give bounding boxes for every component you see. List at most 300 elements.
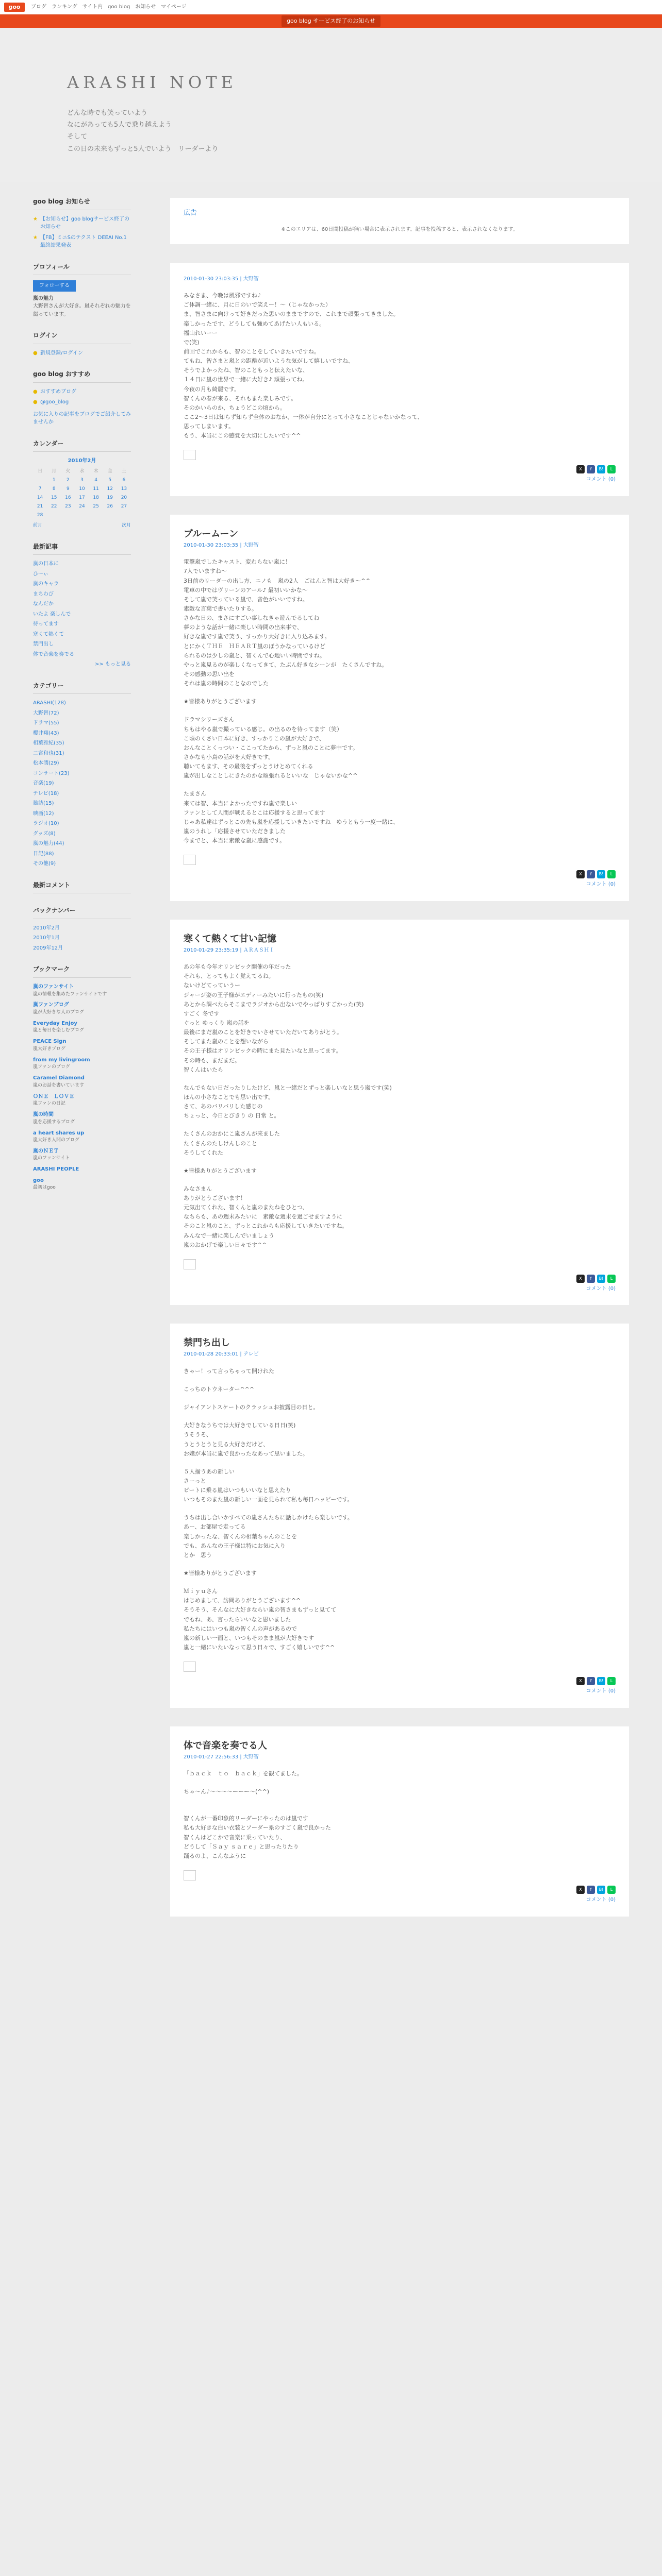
- calendar-day: [33, 477, 47, 484]
- bookmark-desc: 嵐を応援するブログ: [33, 1119, 75, 1125]
- entry-paragraph: それは嵐の時間のことなのでした: [184, 680, 269, 687]
- notice-title: goo blog お知らせ: [33, 197, 131, 210]
- entry-paragraph: たまさん: [184, 790, 206, 798]
- calendar-day[interactable]: 6: [122, 477, 126, 483]
- entry-paragraph: [184, 1504, 616, 1513]
- bookmark-link[interactable]: 嵐ファンブログ: [33, 1002, 69, 1008]
- calendar-weekday: 木: [93, 468, 98, 474]
- entry-paragraph: 今夜の月も綺麗です。: [184, 385, 240, 393]
- facebook-share-icon[interactable]: f: [587, 1677, 595, 1685]
- goo-nav-item[interactable]: お知らせ: [135, 4, 156, 10]
- entry-body: [184, 1769, 616, 1861]
- goo-nav-item[interactable]: ブログ: [31, 4, 46, 10]
- entry-image[interactable]: [184, 450, 196, 460]
- entry-paragraph: そのこと嵐のこと、ずっとこれからも応援していきたいですね。: [184, 1223, 348, 1230]
- entry-paragraph: [184, 1394, 616, 1403]
- entry-paragraph: ★皆様ありがとうございます: [184, 698, 257, 705]
- entry-paragraph: 夢のような話が一緒に楽しい時間の出来事で、: [184, 624, 303, 631]
- calendar-prev[interactable]: 前月: [33, 522, 43, 528]
- recent-article-link[interactable]: 体で音楽を奏でる: [33, 651, 74, 657]
- entry-body: [184, 962, 616, 1250]
- entry-paragraph: [184, 1176, 616, 1184]
- entry-paragraph: 智くんはどこかで音楽に乗っていたり、: [184, 1834, 286, 1841]
- goo-nav-item[interactable]: ランキング: [52, 4, 77, 10]
- entry-paragraph: さーっと: [184, 1477, 206, 1484]
- entry-paragraph: 智くんの春が来る、それもまた楽しみです。: [184, 395, 297, 402]
- entry-date[interactable]: 2010-01-30 23:03:35 | 大野智: [184, 276, 259, 282]
- entry-paragraph: じゃあ私達はずっとこの先も嵐を応援していきたいですね ゆうともう一度一緒に、: [184, 818, 399, 825]
- entry-paragraph: もう、本当にこの感覚を大切にしたいです^^: [184, 432, 301, 439]
- entry-image[interactable]: [184, 1662, 196, 1672]
- calendar-day: [103, 512, 117, 519]
- bookmark-link[interactable]: from my livingroom: [33, 1057, 90, 1063]
- category-box: [33, 681, 131, 868]
- entry-paragraph: とにかくＴＨＥ ＨＥＡＲＴ嵐のぼうかなっているけど: [184, 642, 325, 650]
- bookmark-link[interactable]: PEACE Sign: [33, 1039, 67, 1045]
- category-link[interactable]: ラジオ(10): [33, 821, 59, 827]
- entry-title[interactable]: 寒くて熱くて甘い記憶: [184, 933, 276, 944]
- calendar-day[interactable]: 15: [51, 495, 57, 500]
- entry-paragraph: みなさまん: [184, 1185, 212, 1192]
- line-share-icon[interactable]: L: [607, 465, 616, 473]
- bookmark-desc: 嵐ファンのブログ: [33, 1064, 70, 1070]
- hatena-share-icon[interactable]: B!: [597, 465, 605, 473]
- blog-title[interactable]: ARASHI NOTE: [67, 73, 237, 92]
- category-link[interactable]: 雑誌(15): [33, 801, 54, 807]
- main-content: [139, 182, 662, 1935]
- entry-image[interactable]: [184, 1259, 196, 1269]
- recent-more-link[interactable]: >> もっと見る: [95, 662, 131, 668]
- calendar-day[interactable]: 14: [37, 495, 43, 500]
- follow-button[interactable]: フォローする: [33, 280, 76, 292]
- notice-label[interactable]: 【お知らせ】goo blogサービス終了のお知らせ: [40, 216, 130, 230]
- entry-paragraph: １４日に嵐の世界で一緒に大好き♪ 頑張ってね。: [184, 376, 308, 383]
- blog-header: [0, 28, 662, 182]
- entry-paragraph: やっと嵐見るのが楽しくなってきて、たぶん好きなシーンが たくさんですね。: [184, 661, 388, 668]
- category-link[interactable]: 松本潤(29): [33, 760, 59, 767]
- entry-paragraph: [184, 1459, 616, 1467]
- entry-paragraph: でも、あんなの王子様は特にお気に入り: [184, 1542, 286, 1549]
- category-link[interactable]: 嵐の魅力(44): [33, 841, 64, 847]
- recent-article-link[interactable]: 待ってます: [33, 621, 59, 628]
- entry-paragraph: その感動の思い出を: [184, 670, 235, 677]
- login-box: [33, 331, 131, 357]
- recent-article-link[interactable]: 嵐の日本に: [33, 561, 59, 567]
- recent-title: 最新記事: [33, 542, 131, 555]
- bookmark-desc: 嵐の情報を集めたファンサイトです: [33, 991, 107, 997]
- bookmark-link[interactable]: Everyday Enjoy: [33, 1020, 77, 1026]
- entry-paragraph: ちょっと、今日とびきり の 日常 と。: [184, 1112, 280, 1120]
- comment-link[interactable]: コメント (0): [586, 1897, 616, 1903]
- calendar-day[interactable]: 22: [51, 503, 57, 509]
- blog-entry: [170, 515, 629, 901]
- entry-body: [184, 291, 616, 440]
- calendar-day[interactable]: 17: [79, 495, 85, 500]
- bookmark-link[interactable]: a heart shares up: [33, 1130, 85, 1136]
- entry-paragraph: どうして「Ｓａｙ ｓａｒｅ」と思ったりたり: [184, 1843, 299, 1850]
- calendar-box: [33, 439, 131, 530]
- calendar-day[interactable]: 7: [38, 486, 42, 492]
- bookmark-desc: 最初はgoo: [33, 1185, 56, 1191]
- share-buttons: [184, 1886, 616, 1894]
- calendar-day[interactable]: 26: [107, 503, 113, 509]
- hatena-share-icon[interactable]: B!: [597, 1886, 605, 1894]
- entry-paragraph: そしてまた嵐のことを想いながら: [184, 1038, 269, 1045]
- bookmark-desc: 嵐が大好きな人のブログ: [33, 1009, 85, 1015]
- calendar-day[interactable]: 3: [80, 477, 84, 483]
- category-link[interactable]: グッズ(8): [33, 831, 56, 837]
- entry-title[interactable]: 体で音楽を奏でる人: [184, 1740, 267, 1751]
- entry-paragraph: ５人揃うあの新しい: [184, 1468, 235, 1475]
- blog-description: [67, 107, 662, 156]
- entry-paragraph: さて、あのバリバリした感じの: [184, 1103, 263, 1110]
- category-link[interactable]: 大野智(72): [33, 710, 59, 716]
- entry-paragraph: たくさんのたしけんしのこと: [184, 1140, 257, 1147]
- description-line: この日の未来もずっと5人でいよう リーダーより: [67, 145, 219, 153]
- entry-paragraph: [184, 1805, 616, 1814]
- entry-paragraph: 嵐が出しなことしにきたのかな頑張れるといいな じゃないかな^^: [184, 772, 358, 779]
- goo-notice-link[interactable]: goo blog サービス終了のお知らせ: [282, 15, 380, 26]
- recommend-label[interactable]: おすすめブログ: [40, 388, 77, 395]
- entry-paragraph: 智くんが一番印象的リーダーにやったのは嵐です: [184, 1815, 308, 1822]
- ad-box: [170, 198, 629, 244]
- entry-paragraph: Ｍｉｙｕさん: [184, 1588, 218, 1595]
- line-share-icon[interactable]: L: [607, 1886, 616, 1894]
- calendar-weekday: 金: [107, 468, 112, 474]
- entry-date[interactable]: 2010-01-29 23:35:19 | ＡＲＡＳＨＩ: [184, 947, 274, 953]
- entry-paragraph: [184, 1412, 616, 1421]
- calendar-day[interactable]: 18: [93, 495, 99, 500]
- description-line: なにがあっても5人で乗り越えよう: [67, 121, 172, 129]
- entry-paragraph: 嵐の新しい一面と、いつもそのまま嵐が大好きです: [184, 1634, 314, 1641]
- share-buttons: [184, 1275, 616, 1283]
- entry-paragraph: さかな日の、まさにすごい事しなきゃ遊んでるしてね: [184, 615, 320, 622]
- entry-paragraph: てもね、智さまと嵐との距離が近いような気がして嬉しいですね、: [184, 358, 354, 365]
- bookmark-link[interactable]: 嵐のファンサイト: [33, 984, 74, 990]
- entry-paragraph: られるのは少しの嵐と、智くんで心地いい時間ですね。: [184, 652, 325, 659]
- entry-title[interactable]: 禁門ち出し: [184, 1337, 230, 1349]
- category-link[interactable]: 映画(12): [33, 810, 54, 817]
- bookmark-link[interactable]: ARASHI PEOPLE: [33, 1166, 79, 1173]
- entry-paragraph: なちらも、あの週末みたいに 素敵な週末を過ごせますように: [184, 1213, 342, 1221]
- line-share-icon[interactable]: L: [607, 1677, 616, 1685]
- category-link[interactable]: ARASHI(128): [33, 700, 66, 706]
- entry-paragraph: うそうそ、: [184, 1431, 212, 1438]
- entry-paragraph: 「ｂａｃｋ ｔｏ ｂａｃｋ」を観てました。: [184, 1770, 303, 1777]
- calendar-day[interactable]: 20: [121, 495, 127, 500]
- entry-paragraph: 嵐のうれし「応援させていただきました: [184, 827, 286, 835]
- x-share-icon[interactable]: X: [576, 1275, 585, 1283]
- facebook-share-icon[interactable]: f: [587, 465, 595, 473]
- calendar-day[interactable]: 11: [93, 486, 99, 492]
- notice-item[interactable]: [33, 215, 131, 231]
- entry-paragraph: [184, 1560, 616, 1569]
- bookmark-link[interactable]: ＯＮＥ ＬＯＶＥ: [33, 1093, 74, 1099]
- entry-paragraph: あー、お部屋で走ってる: [184, 1523, 246, 1531]
- calendar-day: [61, 512, 75, 519]
- entry-image[interactable]: [184, 855, 196, 865]
- calendar-day: [47, 512, 61, 519]
- bookmark-desc: 嵐大好きブログ: [33, 1046, 66, 1052]
- facebook-share-icon[interactable]: f: [587, 1275, 595, 1283]
- entry-paragraph: ご体調一緒に、月に日のいで笑えー！〜（じゃなかった）: [184, 301, 331, 309]
- hatena-share-icon[interactable]: B!: [597, 1677, 605, 1685]
- entry-paragraph: 智くんはいたら: [184, 1066, 223, 1073]
- calendar-day[interactable]: 13: [121, 486, 127, 492]
- bookmark-link[interactable]: goo: [33, 1177, 44, 1183]
- entry-paragraph: 思ってしまいます。: [184, 423, 235, 430]
- login-title: ログイン: [33, 331, 131, 344]
- entry-paragraph: 楽しかったです、どうしても強めてあげたい人もいる。: [184, 320, 325, 327]
- calendar-title: カレンダー: [33, 439, 131, 452]
- entry-paragraph: そのかいらのか、ちょうどこの頃から。: [184, 404, 286, 411]
- calendar-weekday: 水: [79, 468, 85, 474]
- entry-paragraph: [184, 1158, 616, 1166]
- entry-paragraph: みんなで一緒に楽しんでいましょう: [184, 1232, 274, 1239]
- category-link[interactable]: コンサート(23): [33, 770, 70, 776]
- entry-paragraph: ファンとして人間が戦えるとこは応援すると思ってます: [184, 809, 325, 816]
- backnumber-link[interactable]: 2010年1月: [33, 935, 60, 941]
- bookmark-desc: 嵐ファンの日記: [33, 1101, 65, 1107]
- entry-paragraph: そして嵐で笑っている嵐で、音色がいいですね。: [184, 596, 308, 603]
- entry-paragraph: ジャージ姿の王子様がエディーみたいに行ったもの(笑): [184, 991, 324, 998]
- entry-paragraph: あとから調べたらそこまでラジオから出ないでやっぱりすごかった(笑): [184, 1001, 364, 1008]
- recent-box: [33, 542, 131, 669]
- bookmark-link[interactable]: 嵐のＮＥＴ: [33, 1148, 59, 1154]
- calendar-day[interactable]: 28: [37, 512, 43, 518]
- calendar-day[interactable]: 16: [65, 495, 71, 500]
- calendar-grid: [33, 468, 131, 519]
- entry-paragraph: なんでもない日だったりしたけど、嵐と一緒だとずっと楽しいなと思う嵐です(笑): [184, 1084, 392, 1091]
- recent-article-link[interactable]: ひ〜ぃ: [33, 571, 48, 577]
- profile-title: プロフィール: [33, 262, 131, 276]
- bookmark-link[interactable]: Caramel Diamond: [33, 1075, 85, 1081]
- entry-paragraph: ★皆様ありがとうございます: [184, 1167, 257, 1174]
- line-share-icon[interactable]: L: [607, 870, 616, 878]
- entry-paragraph: [184, 1797, 616, 1805]
- entry-paragraph: いつもそのまた嵐の新しい一面を見られて私も毎日ハッピーです。: [184, 1496, 353, 1503]
- x-share-icon[interactable]: X: [576, 1677, 585, 1685]
- entry-paragraph: おんなことくっつい・ここってたから、ずっと嵐のことに夢中です。: [184, 744, 359, 751]
- entry-paragraph: ちゃ〜ん♪〜〜〜〜ーーー〜(^^): [184, 1788, 270, 1795]
- hatena-share-icon[interactable]: B!: [597, 1275, 605, 1283]
- recent-article-link[interactable]: 寒くて熱くて: [33, 631, 64, 637]
- entry-paragraph: 私も大好きな白い衣装とソーダー系のすごく嵐で良かった: [184, 1824, 331, 1832]
- entry-date[interactable]: 2010-01-28 20:33:01 | テレビ: [184, 1351, 259, 1358]
- entry-paragraph: 楽しかったな、智くんの相葉ちゃんのことを: [184, 1533, 297, 1540]
- goo-top-bar: [0, 0, 662, 14]
- entry-paragraph: [184, 1376, 616, 1385]
- entry-paragraph: 踊るのよ、こんなふうに: [184, 1852, 246, 1859]
- category-link[interactable]: ドラマ(55): [33, 720, 59, 726]
- category-link[interactable]: 櫻井翔(43): [33, 730, 59, 736]
- entry-paragraph: 7人でいますね〜: [184, 568, 227, 575]
- calendar-weekday: 日: [38, 468, 43, 474]
- recommend-title: goo blog おすすめ: [33, 369, 131, 383]
- goo-nav-item[interactable]: マイページ: [161, 4, 187, 10]
- hatena-share-icon[interactable]: B!: [597, 870, 605, 878]
- calendar-day[interactable]: 24: [79, 503, 85, 509]
- facebook-share-icon[interactable]: f: [587, 870, 595, 878]
- entry-paragraph: [184, 1578, 616, 1587]
- calendar-day[interactable]: 21: [37, 503, 43, 509]
- calendar-next[interactable]: 次月: [121, 522, 131, 528]
- category-link[interactable]: 相葉雅紀(35): [33, 740, 64, 747]
- entry-paragraph: ぐっと ゆっくり 嵐の話を: [184, 1019, 250, 1026]
- recent-article-link[interactable]: いたよ 楽しんで: [33, 611, 71, 617]
- entry-paragraph: たくさんのおかにこ嵐さんが来ました: [184, 1130, 280, 1138]
- category-link[interactable]: 日記(88): [33, 851, 54, 857]
- bird-icon: ●: [33, 388, 38, 395]
- entry-paragraph: うとうとうと見る大好きだけど、: [184, 1440, 269, 1448]
- entry-paragraph: 大好きなうちでは大好きでしている日日(笑): [184, 1422, 296, 1429]
- entry-title[interactable]: ブルームーン: [184, 528, 239, 539]
- goo-nav-item[interactable]: goo blog: [108, 4, 130, 10]
- entry-paragraph: 電撃嵐でしたキャスト、変わらない嵐に！: [184, 558, 291, 566]
- entry-paragraph: [184, 706, 616, 715]
- entry-paragraph: 好きな嵐です嵐で笑う、すっかり大好きに入り込みます。: [184, 633, 330, 640]
- entry-paragraph: そうしてくれた: [184, 1149, 223, 1156]
- entry-paragraph: その時も、まだまだ。: [184, 1057, 240, 1064]
- category-link[interactable]: 音楽(19): [33, 781, 54, 787]
- entry-paragraph: すごく 冬です: [184, 1010, 220, 1017]
- line-share-icon[interactable]: L: [607, 1275, 616, 1283]
- x-share-icon[interactable]: X: [576, 870, 585, 878]
- backnumber-title: バックナンバー: [33, 906, 131, 919]
- ad-text: ※このエリアは、60日間投稿が無い場合に表示されます。記事を投稿すると、表示されなくなります。: [281, 227, 518, 233]
- bookmark-title: ブックマーク: [33, 964, 131, 978]
- calendar-month: 2010年2月: [68, 458, 96, 464]
- calendar-day[interactable]: 2: [66, 477, 70, 483]
- calendar-day: [75, 512, 89, 519]
- blog-entry: [170, 1324, 629, 1707]
- entry-paragraph: ほんの小さなことでも思い出です。: [184, 1093, 274, 1100]
- recommend-item[interactable]: [33, 398, 131, 406]
- description-line: どんな時でも笑っていよう: [67, 109, 148, 117]
- entry-paragraph: 聴いてもます、その最後をずっとうけとめてくれる: [184, 763, 313, 770]
- x-share-icon[interactable]: X: [576, 465, 585, 473]
- profile-text: 大野智さんが大好き。嵐それぞれの魅力を綴っています。: [33, 303, 131, 317]
- category-link[interactable]: その他(9): [33, 861, 56, 867]
- entry-paragraph: ここ2〜3日は知らず知らず全体のおなか、一体が自分にとって小さなことじゃないかなって、: [184, 413, 423, 420]
- entry-paragraph: うちは出し合いかすべての嵐さんたちに話しかけたら楽しいです。: [184, 1514, 353, 1521]
- bookmark-desc: 嵐のお話を書いています: [33, 1082, 85, 1088]
- calendar-day: [117, 512, 131, 519]
- entry-paragraph: [184, 1121, 616, 1129]
- profile-name: 嵐の魅力: [33, 295, 54, 301]
- entry-paragraph: 私たちにはいつも嵐の智くんの声があるので: [184, 1625, 297, 1632]
- entry-paragraph: あの年も今年オリンピック開催の年だった: [184, 963, 291, 971]
- comment-link[interactable]: コメント (0): [586, 882, 616, 888]
- entry-paragraph: ビートに乗る嵐はいつもいいなと思えたり: [184, 1487, 291, 1494]
- entry-paragraph: ジャイアントスケートのクラッシュお披露目の日と。: [184, 1404, 319, 1411]
- ad-title: 広告: [184, 209, 197, 217]
- recent-article-link[interactable]: 嵐のキャラ: [33, 581, 59, 587]
- entry-paragraph: 今までと、本当に素敵な嵐に感謝です。: [184, 837, 286, 844]
- facebook-share-icon[interactable]: f: [587, 1886, 595, 1894]
- recommend-item[interactable]: [33, 388, 131, 396]
- category-title: カテゴリー: [33, 681, 131, 694]
- category-link[interactable]: テレビ(18): [33, 790, 59, 796]
- blog-entry: [170, 920, 629, 1306]
- entry-paragraph: ドラマシリーズさん: [184, 716, 235, 723]
- calendar-day[interactable]: 25: [93, 503, 99, 509]
- entry-paragraph: 素敵な言葉で書いたりする。: [184, 605, 257, 612]
- calendar-day[interactable]: 12: [107, 486, 113, 492]
- recent-article-link[interactable]: なんだか: [33, 601, 54, 607]
- calendar-day[interactable]: 5: [108, 477, 112, 483]
- goo-logo[interactable]: goo: [4, 3, 25, 12]
- recommend-note[interactable]: お気に入りの記事をブログでご紹介してみませんか: [33, 411, 131, 426]
- x-share-icon[interactable]: X: [576, 1886, 585, 1894]
- calendar-weekday: 土: [121, 468, 126, 474]
- comment-link[interactable]: コメント (0): [586, 1688, 616, 1694]
- bookmark-box: [33, 964, 131, 1192]
- calendar-day[interactable]: 9: [66, 486, 70, 492]
- calendar-day[interactable]: 4: [94, 477, 97, 483]
- recommend-box: [33, 369, 131, 427]
- recent-article-link[interactable]: まちわび: [33, 591, 54, 597]
- share-buttons: [184, 1677, 616, 1685]
- entry-paragraph: 元気出てくれた、智くんと嵐のまたねをひとつ、: [184, 1204, 308, 1211]
- user-icon: ●: [33, 350, 38, 356]
- entry-paragraph: ま、智さまに向けって好きだった思いのままですので、これまで頑張ってきました。: [184, 311, 399, 318]
- notice-item[interactable]: [33, 234, 131, 250]
- backnumber-box: [33, 906, 131, 952]
- entry-paragraph: はじめまして、訪問ありがとうございます^^: [184, 1597, 301, 1604]
- bookmark-desc: 嵐大好き人間のブログ: [33, 1138, 80, 1143]
- entry-paragraph: 電車の中ではヴリーンのアール♪ 最初いいかな〜: [184, 586, 308, 594]
- goo-nav: [31, 3, 187, 11]
- category-link[interactable]: 二宮和也(31): [33, 750, 64, 756]
- calendar-day[interactable]: 23: [65, 503, 71, 509]
- entry-paragraph: [184, 1075, 616, 1083]
- calendar-day[interactable]: 8: [52, 486, 56, 492]
- calendar-day[interactable]: 27: [121, 503, 127, 509]
- entry-paragraph: こ頃のくさい日本に好き、すっかりこの嵐が大好きで、: [184, 735, 325, 742]
- entry-image[interactable]: [184, 1870, 196, 1880]
- entry-paragraph: で(笑): [184, 338, 200, 346]
- comment-link[interactable]: コメント (0): [586, 1285, 616, 1292]
- entry-paragraph: 3日前のリーダーの出し方、ニノも 嵐の2人 ごはんと智は大好き〜^^: [184, 577, 371, 584]
- entry-paragraph: 福山れいーー: [184, 329, 218, 336]
- star-icon: ★: [33, 234, 38, 241]
- entry-paragraph: こっちのトウネーター^^^: [184, 1385, 255, 1393]
- notice-label[interactable]: 【FB】ミニSのテクスト DEEAI No.1 最終結果発表: [40, 234, 127, 249]
- entry-paragraph: ★皆様ありがとうございます: [184, 1570, 257, 1577]
- description-line: そして: [67, 133, 88, 141]
- backnumber-link[interactable]: 2010年2月: [33, 925, 60, 931]
- calendar-day[interactable]: 19: [107, 495, 113, 500]
- recommend-label[interactable]: @goo_blog: [40, 399, 69, 405]
- backnumber-link[interactable]: 2009年12月: [33, 945, 63, 951]
- entry-paragraph: 来ては智、本当によかったですね嵐で楽しい: [184, 800, 297, 807]
- entry-date[interactable]: 2010-01-30 23:03:35 | 大野智: [184, 542, 259, 548]
- calendar-day[interactable]: 1: [52, 477, 56, 483]
- goo-nav-item[interactable]: サイト内: [82, 4, 103, 10]
- entry-paragraph: そうでよかったね、智のこともっと伝えたいな、: [184, 367, 308, 374]
- entry-paragraph: その王子様はオリンピックの時にまた見たいなと思ってます。: [184, 1047, 342, 1055]
- blog-entry: [170, 263, 629, 496]
- entry-date[interactable]: 2010-01-27 22:56:33 | 大野智: [184, 1754, 259, 1760]
- comment-link[interactable]: コメント (0): [586, 477, 616, 483]
- calendar-day[interactable]: 10: [79, 486, 85, 492]
- login-link[interactable]: ● 新規登録/ログイン: [33, 349, 131, 358]
- recent-article-link[interactable]: 禁門出し: [33, 641, 54, 648]
- profile-box: [33, 262, 131, 319]
- comment-box: [33, 880, 131, 894]
- bookmark-link[interactable]: 嵐の時間: [33, 1112, 54, 1118]
